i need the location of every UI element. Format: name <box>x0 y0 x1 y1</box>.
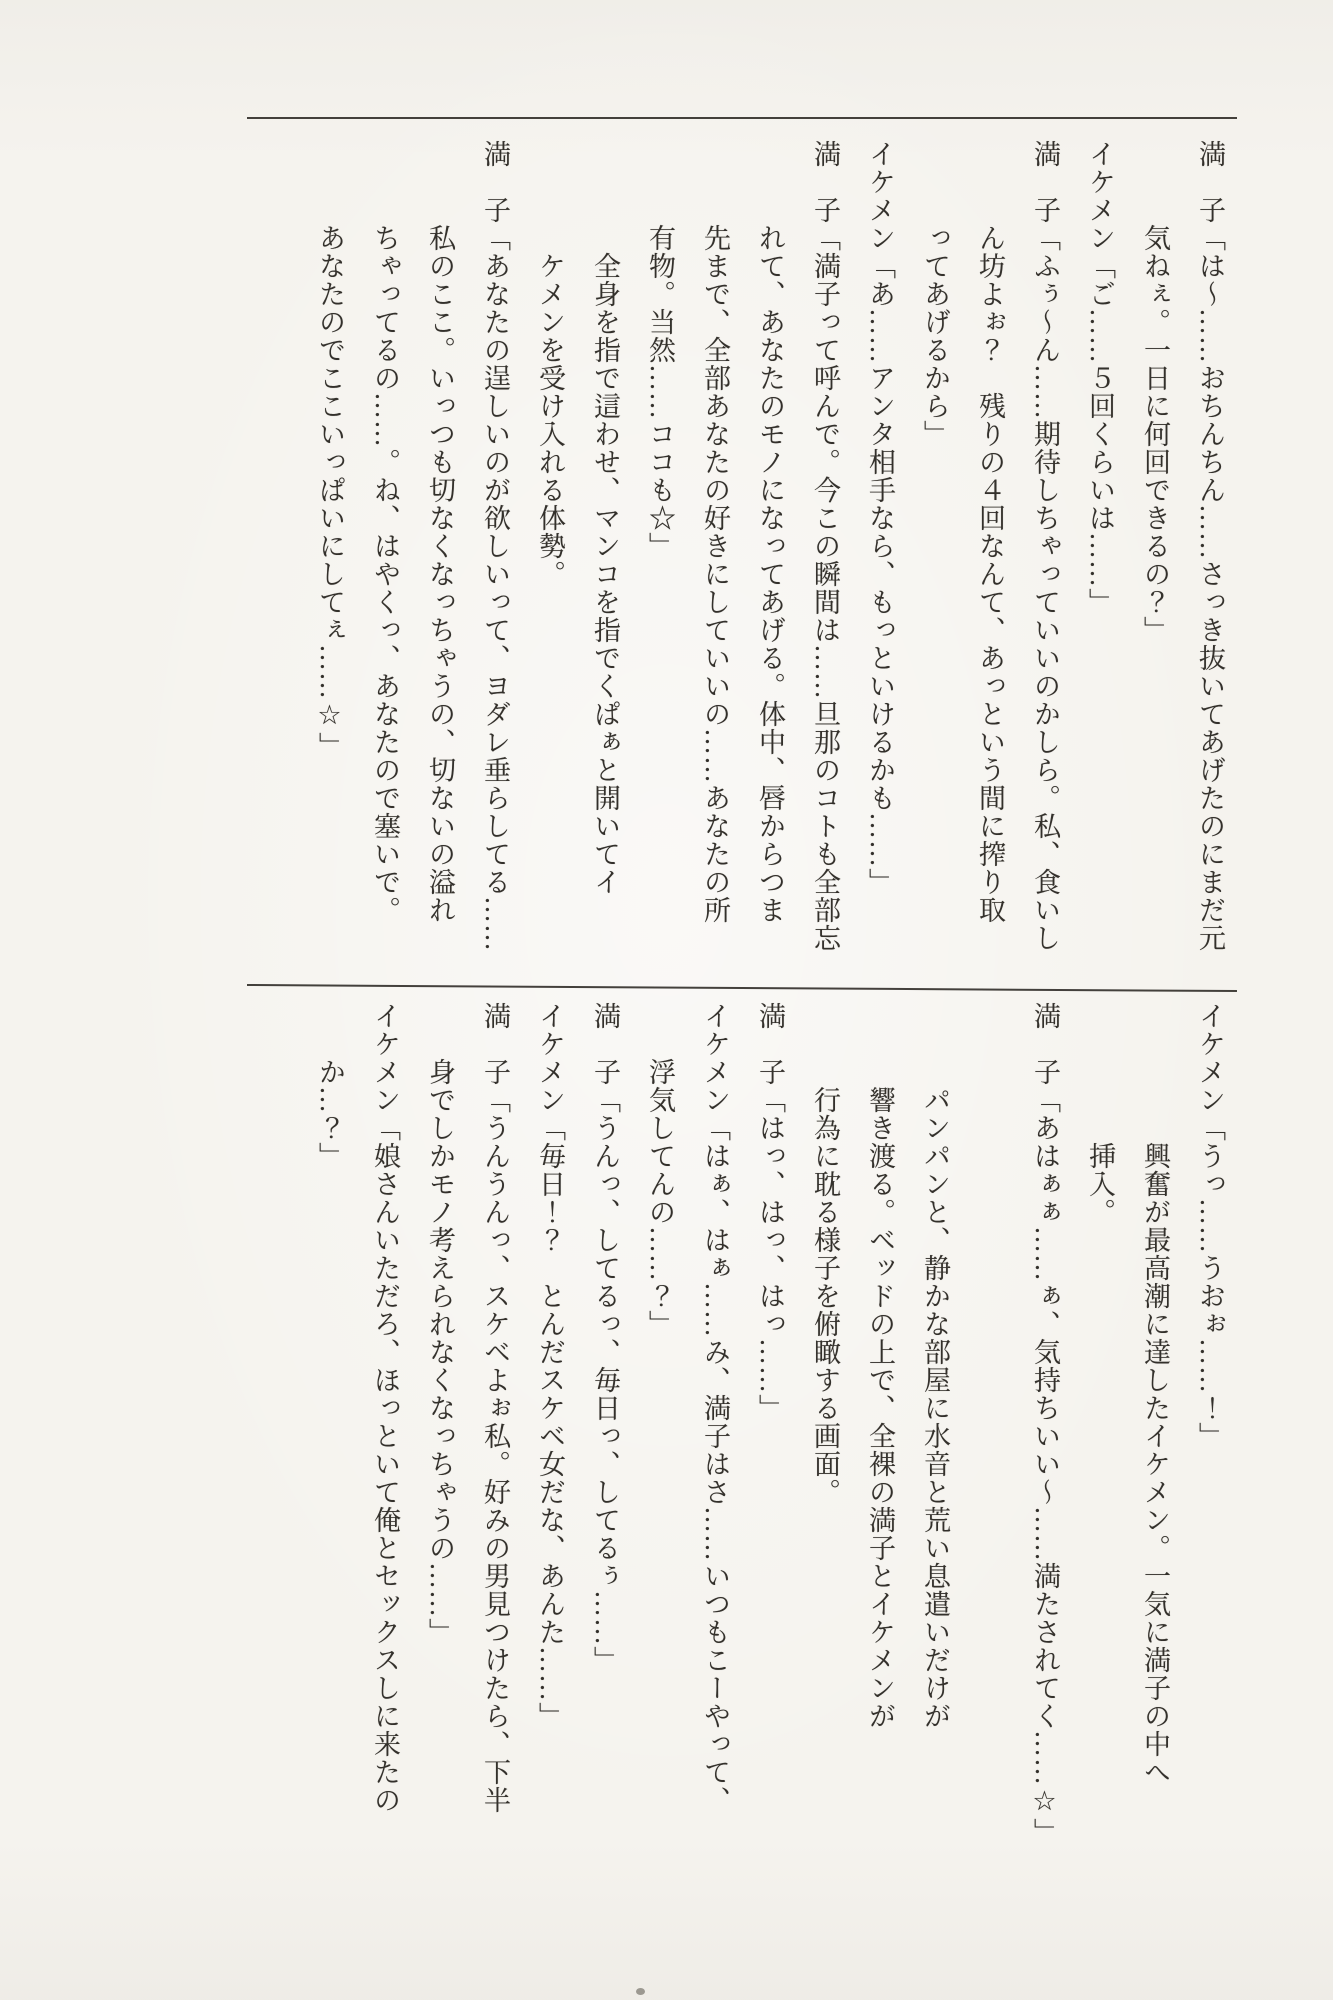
script-text-column: パンパンと、静かな部屋に水音と荒い息遣いだけが <box>920 1002 950 1730</box>
script-text-column: 挿入。 <box>1085 1002 1115 1226</box>
script-text-column: 満 子「あなたの逞しいのが欲しいって、ヨダレ垂らしてる…… <box>480 140 510 952</box>
script-text-column: あなたのでここいっぱいにしてぇ……☆」 <box>315 140 345 760</box>
script-text-column: イケメン「うっ……うおぉ……！」 <box>1195 1002 1225 1450</box>
script-text-column: 身でしかモノ考えられなくなっちゃうの……」 <box>425 1002 455 1646</box>
script-text-column: ケメンを受け入れる体勢。 <box>535 140 565 588</box>
script-text-column: 満 子「うんうんっ、スケベよぉ私。好みの男見つけたら、下半 <box>480 1002 510 1814</box>
script-text-column: 気ねぇ。一日に何回できるの？」 <box>1140 140 1170 644</box>
script-text-column: 全身を指で這わせ、マンコを指でくぱぁと開いてイ <box>590 140 620 896</box>
script-section-top <box>302 140 1237 990</box>
script-text-column: イケメン「はぁ、はぁ……み、満子はさ……いつもこーやって、 <box>700 1002 730 1814</box>
script-text-column: 満 子「あはぁぁ……ぁ、気持ちいい～……満たされてく……☆」 <box>1030 1002 1060 1846</box>
script-text-column: 有物。当然……ココも☆」 <box>645 140 675 560</box>
script-text-column: イケメン「ご……５回くらいは……」 <box>1085 140 1115 616</box>
script-text-column: 満 子「ふぅ～ん……期待しちゃっていいのかしら。私、食いし <box>1030 140 1060 952</box>
script-text-column: れて、あなたのモノになってあげる。体中、唇からつま <box>755 140 785 924</box>
script-text-column: ちゃってるの……。ね、はやくっ、あなたので塞いで。 <box>370 140 400 924</box>
script-section-bottom <box>302 1002 1237 1922</box>
blank-column <box>962 1002 1017 1922</box>
script-text-column: イケメン「毎日！？ とんだスケベ女だな、あんた……」 <box>535 1002 565 1730</box>
script-text-column: 響き渡る。ベッドの上で、全裸の満子とイケメンが <box>865 1002 895 1730</box>
script-text-column: 満 子「満子って呼んで。今この瞬間は……旦那のコトも全部忘 <box>810 140 840 952</box>
script-text-column: 浮気してんの……？」 <box>645 1002 675 1338</box>
script-text-column: 満 子「うんっ、してるっ、毎日っ、してるぅ……」 <box>590 1002 620 1674</box>
script-text-column: 興奮が最高潮に達したイケメン。一気に満子の中へ <box>1140 1002 1170 1786</box>
script-text-column: 私のここ。いっつも切なくなっちゃうの、切ないの溢れ <box>425 140 455 924</box>
script-text-column: イケメン「あ……アンタ相手なら、もっといけるかも……」 <box>865 140 895 896</box>
script-text-column: ん坊よぉ？ 残りの４回なんて、あっという間に搾り取 <box>975 140 1005 924</box>
script-text-column: 満 子「は～……おちんちん……さっき抜いてあげたのにまだ元 <box>1195 140 1225 952</box>
script-text-column: か…？」 <box>315 1002 345 1170</box>
script-text-column: 行為に耽る様子を俯瞰する画面。 <box>810 1002 840 1506</box>
script-text-column: イケメン「娘さんいただろ、ほっといて俺とセックスしに来たの <box>370 1002 400 1814</box>
scan-artifact-dot <box>636 1988 645 1995</box>
script-text-column: 先まで、全部あなたの好きにしていいの……あなたの所 <box>700 140 730 924</box>
script-text-column: 満 子「はっ、はっ、はっ……」 <box>755 1002 785 1422</box>
script-text-column: ってあげるから」 <box>920 140 950 448</box>
top-rule-divider <box>247 117 1237 119</box>
